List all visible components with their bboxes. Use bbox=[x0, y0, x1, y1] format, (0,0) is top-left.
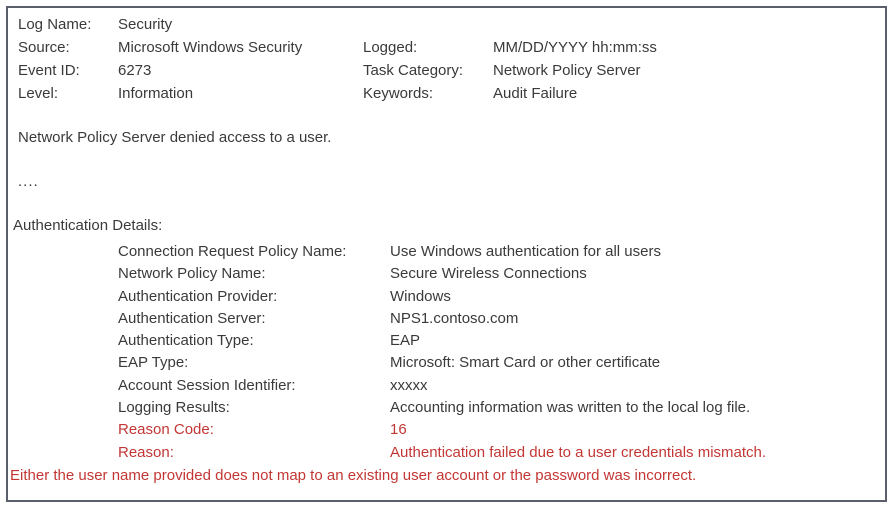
auth-details-list bbox=[18, 241, 877, 464]
field-value: 6273 bbox=[118, 62, 152, 79]
field-label: Task Category: bbox=[363, 62, 464, 79]
field-value: Network Policy Server bbox=[493, 62, 641, 79]
field-label: Level: bbox=[18, 85, 59, 102]
field-label bbox=[363, 13, 493, 36]
detail-label: Reason Code: bbox=[118, 421, 214, 439]
detail-value: 16 bbox=[390, 421, 407, 439]
detail-row-network-policy-name bbox=[18, 263, 877, 285]
detail-label: Logging Results: bbox=[118, 399, 230, 417]
detail-value: Authentication failed due to a user credentials mismatch. bbox=[390, 443, 767, 461]
detail-value: Accounting information was written to the local log file. bbox=[390, 399, 751, 417]
detail-row-authentication-type bbox=[18, 330, 877, 352]
detail-row-logging-results bbox=[18, 397, 877, 419]
detail-label: Account Session Identifier: bbox=[118, 376, 296, 394]
event-header bbox=[18, 13, 877, 105]
event-log-panel bbox=[6, 6, 887, 502]
detail-label: Authentication Provider: bbox=[118, 287, 278, 305]
detail-row-reason-code bbox=[18, 419, 877, 441]
detail-row-reason bbox=[18, 442, 877, 464]
detail-value: EAP bbox=[390, 332, 421, 350]
detail-value: Use Windows authentication for all users bbox=[390, 243, 661, 260]
field-value: Security bbox=[118, 16, 173, 33]
detail-label: Authentication Type: bbox=[118, 332, 254, 350]
field-value: Audit Failure bbox=[493, 85, 578, 102]
detail-value: xxxxx bbox=[390, 376, 428, 394]
field-label: Event ID: bbox=[18, 62, 80, 79]
detail-row-authentication-provider bbox=[18, 286, 877, 308]
field-label: Logged: bbox=[363, 39, 418, 56]
field-value: MM/DD/YYYY hh:mm:ss bbox=[493, 39, 657, 56]
detail-label: Connection Request Policy Name: bbox=[118, 243, 347, 260]
detail-value: Secure Wireless Connections bbox=[390, 265, 587, 283]
detail-label: EAP Type: bbox=[118, 354, 189, 372]
detail-value: Microsoft: Smart Card or other certificate bbox=[390, 354, 661, 372]
event-description: Network Policy Server denied access to a user. bbox=[18, 129, 332, 146]
detail-row-account-session-identifier bbox=[18, 375, 877, 397]
detail-label: Reason: bbox=[118, 443, 174, 461]
detail-row-connection-request-policy bbox=[18, 241, 877, 263]
field-label: Source: bbox=[18, 39, 70, 56]
field-value: Information bbox=[118, 85, 194, 102]
detail-row-eap-type bbox=[18, 352, 877, 374]
detail-row-authentication-server bbox=[18, 308, 877, 330]
detail-label: Network Policy Name: bbox=[118, 265, 266, 283]
error-note: Either the user name provided does not map to an existing user account or the password was incorrect. bbox=[10, 466, 697, 484]
field-label: Keywords: bbox=[363, 85, 434, 102]
field-label: Log Name: bbox=[18, 16, 92, 33]
field-value: Microsoft Windows Security bbox=[118, 39, 303, 56]
omitted-text-ellipsis: .... bbox=[18, 173, 39, 190]
detail-value: Windows bbox=[390, 287, 451, 305]
auth-details-heading: Authentication Details: bbox=[13, 217, 163, 234]
detail-value: NPS1.contoso.com bbox=[390, 309, 519, 327]
field-value bbox=[493, 13, 877, 36]
detail-label: Authentication Server: bbox=[118, 309, 266, 327]
